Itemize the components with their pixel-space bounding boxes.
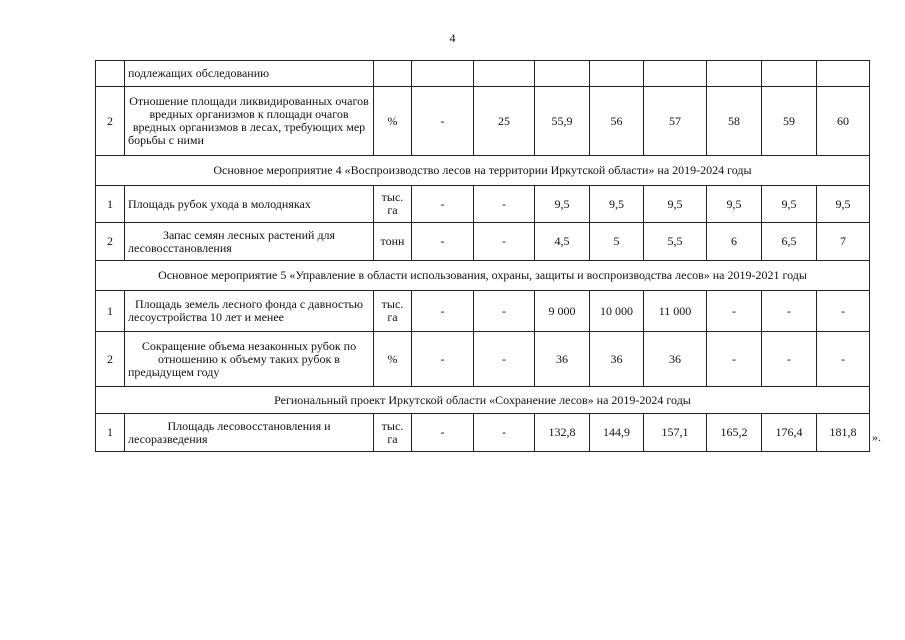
value-cell: [817, 61, 870, 87]
value-cell: 6: [707, 223, 762, 261]
value-cell: -: [817, 291, 870, 332]
section-row: [96, 387, 870, 414]
unit-cell: %: [374, 87, 412, 156]
value-cell: 57: [644, 87, 707, 156]
value-cell: [535, 61, 590, 87]
value-cell: -: [474, 223, 535, 261]
indicator-name: Отношение площади ликвидированных очагов вредных организмов к площади очагов вредных организмов в лесах, требующих мер борьбы с ними: [125, 87, 374, 156]
section-heading: Основное мероприятие 5 «Управление в области использования, охраны, защиты и воспроизводства лесов» на 2019-2021 годы: [96, 261, 870, 291]
section-heading: Региональный проект Иркутской области «Сохранение лесов» на 2019-2024 годы: [96, 387, 870, 414]
value-cell: 55,9: [535, 87, 590, 156]
table-row: [96, 87, 870, 156]
table-row: [96, 186, 870, 223]
value-cell: -: [412, 414, 474, 452]
value-cell: 132,8: [535, 414, 590, 452]
value-cell: 59: [762, 87, 817, 156]
value-cell: -: [707, 332, 762, 387]
row-number: 1: [96, 414, 125, 452]
value-cell: 6,5: [762, 223, 817, 261]
table-row: [96, 223, 870, 261]
value-cell: -: [817, 332, 870, 387]
value-cell: 36: [535, 332, 590, 387]
unit-cell: [374, 61, 412, 87]
value-cell: -: [412, 291, 474, 332]
value-cell: [412, 61, 474, 87]
unit-cell: тыс. га: [374, 291, 412, 332]
value-cell: 56: [590, 87, 644, 156]
value-cell: [644, 61, 707, 87]
closing-quote: ».: [872, 430, 881, 444]
value-cell: 9 000: [535, 291, 590, 332]
table-row: [96, 414, 870, 452]
value-cell: 9,5: [762, 186, 817, 223]
indicators-table: [95, 60, 870, 452]
section-row: [96, 261, 870, 291]
indicator-name: Площадь земель лесного фонда с давностью лесоустройства 10 лет и менее: [125, 291, 374, 332]
value-cell: -: [474, 186, 535, 223]
value-cell: 36: [644, 332, 707, 387]
table-row: [96, 61, 870, 87]
indicator-name: Сокращение объема незаконных рубок по отношению к объему таких рубок в предыдущем году: [125, 332, 374, 387]
value-cell: -: [474, 291, 535, 332]
section-heading: Основное мероприятие 4 «Воспроизводство лесов на территории Иркутской области» на 2019-2024 годы: [96, 156, 870, 186]
value-cell: 144,9: [590, 414, 644, 452]
value-cell: 9,5: [707, 186, 762, 223]
value-cell: 9,5: [817, 186, 870, 223]
row-number: 2: [96, 332, 125, 387]
value-cell: -: [412, 223, 474, 261]
value-cell: 181,8: [817, 414, 870, 452]
value-cell: 60: [817, 87, 870, 156]
value-cell: 25: [474, 87, 535, 156]
value-cell: 176,4: [762, 414, 817, 452]
value-cell: 9,5: [590, 186, 644, 223]
value-cell: 4,5: [535, 223, 590, 261]
value-cell: 9,5: [535, 186, 590, 223]
value-cell: 10 000: [590, 291, 644, 332]
value-cell: -: [762, 291, 817, 332]
indicator-name: Площадь рубок ухода в молодняках: [125, 186, 374, 223]
table-row: [96, 291, 870, 332]
value-cell: 58: [707, 87, 762, 156]
value-cell: 9,5: [644, 186, 707, 223]
value-cell: [474, 61, 535, 87]
table-row: [96, 332, 870, 387]
value-cell: [762, 61, 817, 87]
value-cell: [590, 61, 644, 87]
value-cell: 36: [590, 332, 644, 387]
indicator-name: Запас семян лесных растений для лесовосстановления: [125, 223, 374, 261]
indicator-name: подлежащих обследованию: [125, 61, 374, 87]
unit-cell: тонн: [374, 223, 412, 261]
value-cell: 5,5: [644, 223, 707, 261]
value-cell: -: [474, 332, 535, 387]
value-cell: 5: [590, 223, 644, 261]
value-cell: -: [474, 414, 535, 452]
value-cell: -: [412, 332, 474, 387]
page-number: 4: [449, 31, 456, 45]
value-cell: -: [412, 186, 474, 223]
row-number: 1: [96, 291, 125, 332]
value-cell: -: [707, 291, 762, 332]
row-number: 1: [96, 186, 125, 223]
value-cell: -: [762, 332, 817, 387]
unit-cell: тыс. га: [374, 186, 412, 223]
value-cell: -: [412, 87, 474, 156]
row-number: 2: [96, 87, 125, 156]
value-cell: [707, 61, 762, 87]
indicator-name: Площадь лесовосстановления и лесоразведения: [125, 414, 374, 452]
value-cell: 11 000: [644, 291, 707, 332]
unit-cell: тыс. га: [374, 414, 412, 452]
value-cell: 157,1: [644, 414, 707, 452]
value-cell: 165,2: [707, 414, 762, 452]
row-number: [96, 61, 125, 87]
value-cell: 7: [817, 223, 870, 261]
row-number: 2: [96, 223, 125, 261]
section-row: [96, 156, 870, 186]
unit-cell: %: [374, 332, 412, 387]
